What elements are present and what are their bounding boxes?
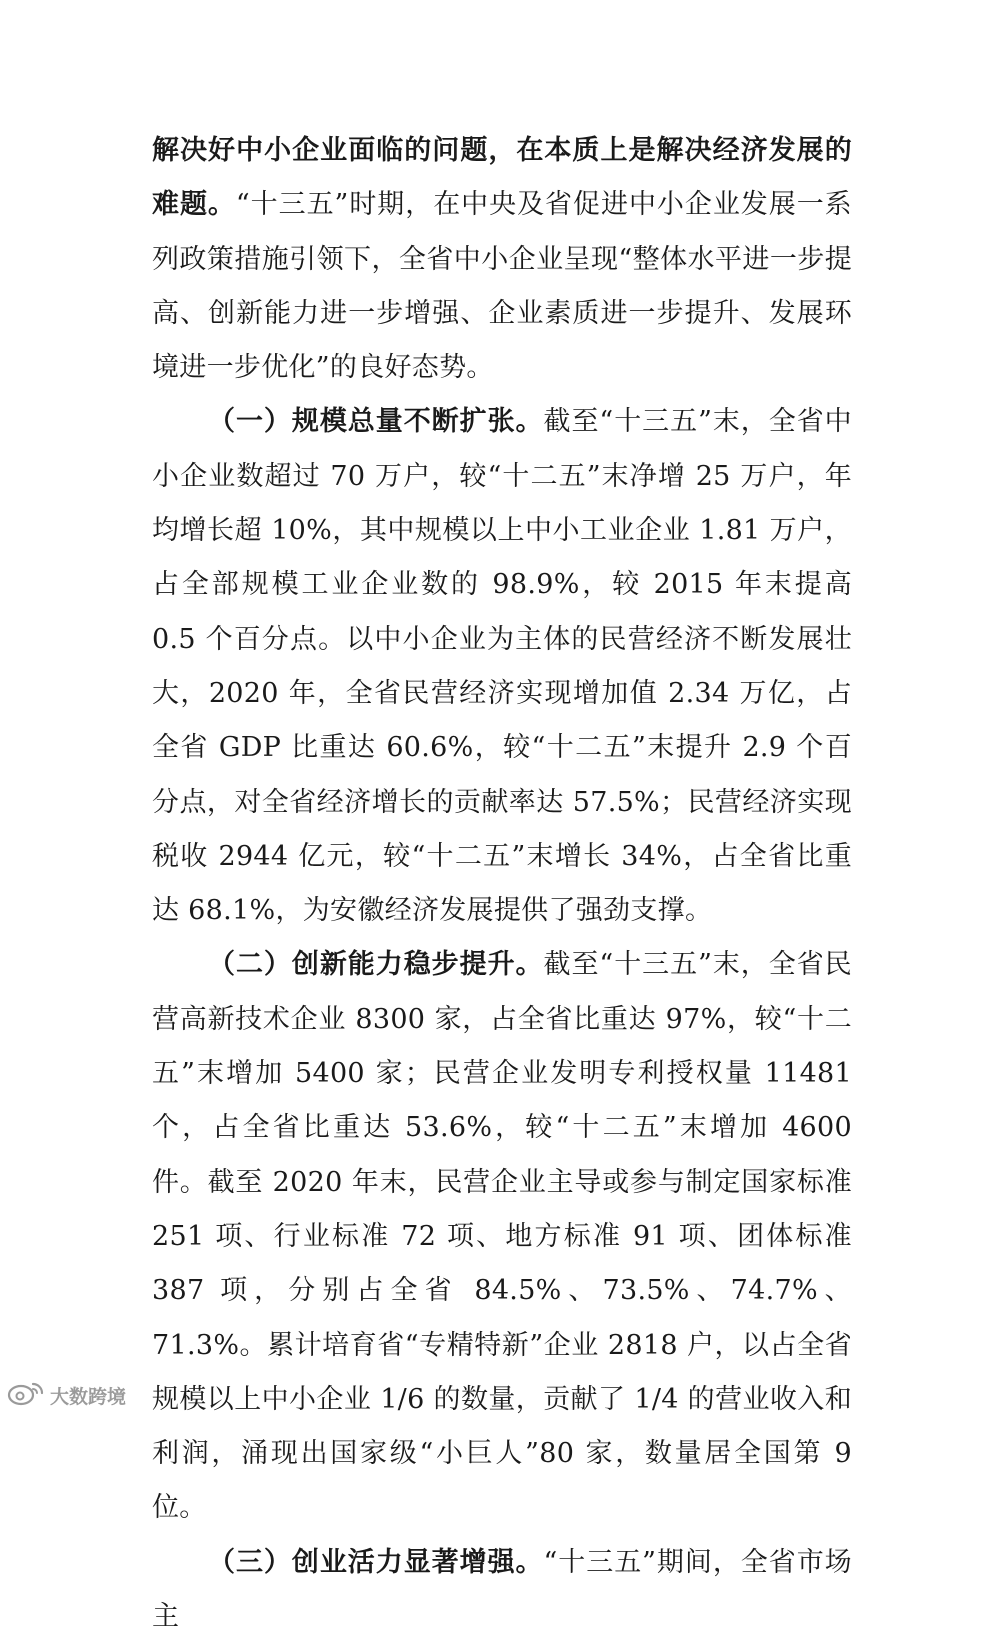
section-heading-2: （二）创新能力稳步提升。 [208, 949, 544, 981]
intro-text: “十三五”时期，在中央及省促进中小企业发展一系列政策措施引领下，全省中小企业呈现“整体水平进一步提高、创新能力进一步增强、企业素质进一步提升、发展环境进一步优化”的良好态势。 [152, 189, 852, 384]
intro-bold-continuation: 题。 [179, 189, 236, 221]
intro-paragraph [152, 124, 852, 395]
weibo-logo-icon [6, 1380, 46, 1411]
document-body [152, 124, 852, 1644]
watermark-text: 大数跨境 [50, 1386, 127, 1408]
intro-bold-text: 解决好中小企业面临的问题，在本质上是解决经济发展的难 [152, 135, 852, 221]
section-body-1: 截至“十三五”末，全省中小企业数超过 70 万户，较“十二五”末净增 25 万户，年均增长超 10%，其中规模以上中小工业企业 1.81 万户，占全部规模工业企业数的 98.9%，较 2015 年末提高 0.5 个百分点。以中小企业为主体的民营经济不断发展壮大，2020 年，全省民营经济实现增加值 2.34 万亿，占全省 GDP 比重达 60.6%，较“十二五”末提升 2.9 个百分点，对全省经济增长的贡献率达 57.5%；民营经济实现税收 2944 亿元，较“十二五”末增长 34%，占全省比重达 68.1%，为安徽经济发展提供了强劲支撑。 [152, 406, 852, 927]
section-heading-3: （三）创业活力显著增强。 [208, 1546, 544, 1578]
section-body-3: “十三五”期间，全省市场主 [152, 1546, 852, 1633]
section-paragraph-1 [152, 395, 852, 938]
section-paragraph-2 [152, 938, 852, 1535]
section-heading-1: （一）规模总量不断扩张。 [208, 406, 544, 438]
section-paragraph-3 [152, 1536, 852, 1644]
watermark [6, 1380, 126, 1411]
section-body-2: 截至“十三五”末，全省民营高新技术企业 8300 家，占全省比重达 97%，较“十二五”末增加 5400 家；民营企业发明专利授权量 11481 个，占全省比重达 53.6%，较“十二五”末增加 4600 件。截至 2020 年末，民营企业主导或参与制定国家标准 251 项、行业标准 72 项、地方标准 91 项、团体标准 387 项，分别占全省 84.5%、73.5%、74.7%、71.3%。累计培育省“专精特新”企业 2818 户，以占全省规模以上中小企业 1/6 的数量，贡献了 1/4 的营业收入和利润，涌现出国家级“小巨人”80 家，数量居全国第 9 位。 [152, 949, 852, 1524]
